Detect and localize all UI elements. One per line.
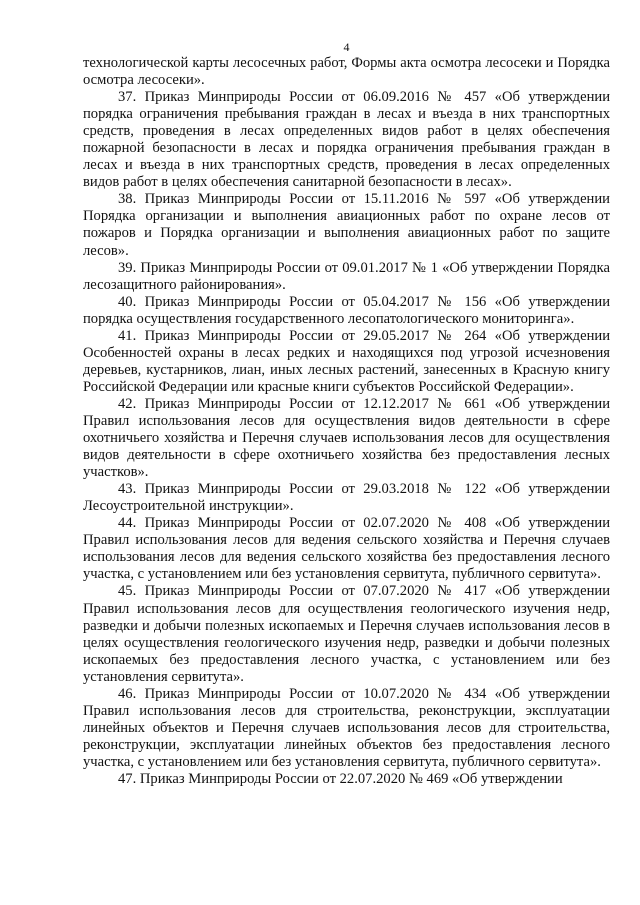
list-item-47: 47. Приказ Минприроды России от 22.07.2020 № 469 «Об утверждении — [118, 770, 563, 787]
list-item-45: 45. Приказ Минприроды России от 07.07.2020 № 417 «Об утверждении Правил использования лесов для осуществления геологического изучения недр, разведки и добычи полезных ископаемых и Перечня случаев использования лесов в целях осуществления геологического изучения недр, разведки и добычи полезных ископаемых без предоставления лесного участка, с установлением или без установления сервитута». — [83, 583, 610, 685]
list-item-44: 44. Приказ Минприроды России от 02.07.2020 № 408 «Об утверждении Правил использования лесов для ведения сельского хозяйства и Перечня случаев использования лесов для ведения сельского хозяйства без предоставления лесного участка, с установлением или без установления сервитута, публичного сервитута». — [83, 515, 610, 583]
document-body — [83, 55, 610, 788]
list-item-38: 38. Приказ Минприроды России от 15.11.2016 № 597 «Об утверждении Порядка организации и выполнения авиационных работ по охране лесов от пожаров и Порядка организации и выполнения авиационных работ по защите лесов». — [83, 191, 610, 259]
list-item-37: 37. Приказ Минприроды России от 06.09.2016 № 457 «Об утверждении порядка ограничения пребывания граждан в лесах и въезда в них транспортных средств, проведения в лесах определенных видов работ в целях обеспечения пожарной безопасности в лесах и порядка ограничения пребывания граждан в лесах и въезда в них транспортных средств, проведения в лесах определенных видов работ в целях обеспечения санитарной безопасности в лесах». — [83, 89, 610, 191]
list-item-41: 41. Приказ Минприроды России от 29.05.2017 № 264 «Об утверждении Особенностей охраны в лесах редких и находящихся под угрозой исчезновения деревьев, кустарников, лиан, иных лесных растений, занесенных в Красную книгу Российской Федерации или красные книги субъектов Российской Федерации». — [83, 327, 610, 395]
page-number: 4 — [343, 40, 350, 54]
list-item-40: 40. Приказ Минприроды России от 05.04.2017 № 156 «Об утверждении порядка осуществления государственного лесопатологического мониторинга». — [83, 293, 610, 327]
list-item-42: 42. Приказ Минприроды России от 12.12.2017 № 661 «Об утверждении Правил использования лесов для осуществления видов деятельности в сфере охотничьего хозяйства и Перечня случаев использования лесов для осуществления видов деятельности в сфере охотничьего хозяйства без предоставления лесных участков». — [83, 395, 610, 481]
list-item-43: 43. Приказ Минприроды России от 29.03.2018 № 122 «Об утверждении Лесоустроительной инструкции». — [83, 481, 610, 515]
list-item-46: 46. Приказ Минприроды России от 10.07.2020 № 434 «Об утверждении Правил использования лесов для строительства, реконструкции, эксплуатации линейных объектов и Перечня случаев использования лесов для строительства, реконструкции, эксплуатации линейных объектов без предоставления лесного участка, с установлением или без установления сервитута, публичного сервитута». — [83, 685, 610, 770]
paragraph-continuation: технологической карты лесосечных работ, Формы акта осмотра лесосеки и Порядка осмотра лесосеки». — [83, 55, 610, 89]
list-item-39: 39. Приказ Минприроды России от 09.01.2017 № 1 «Об утверждении Порядка лесозащитного районирования». — [83, 259, 610, 293]
